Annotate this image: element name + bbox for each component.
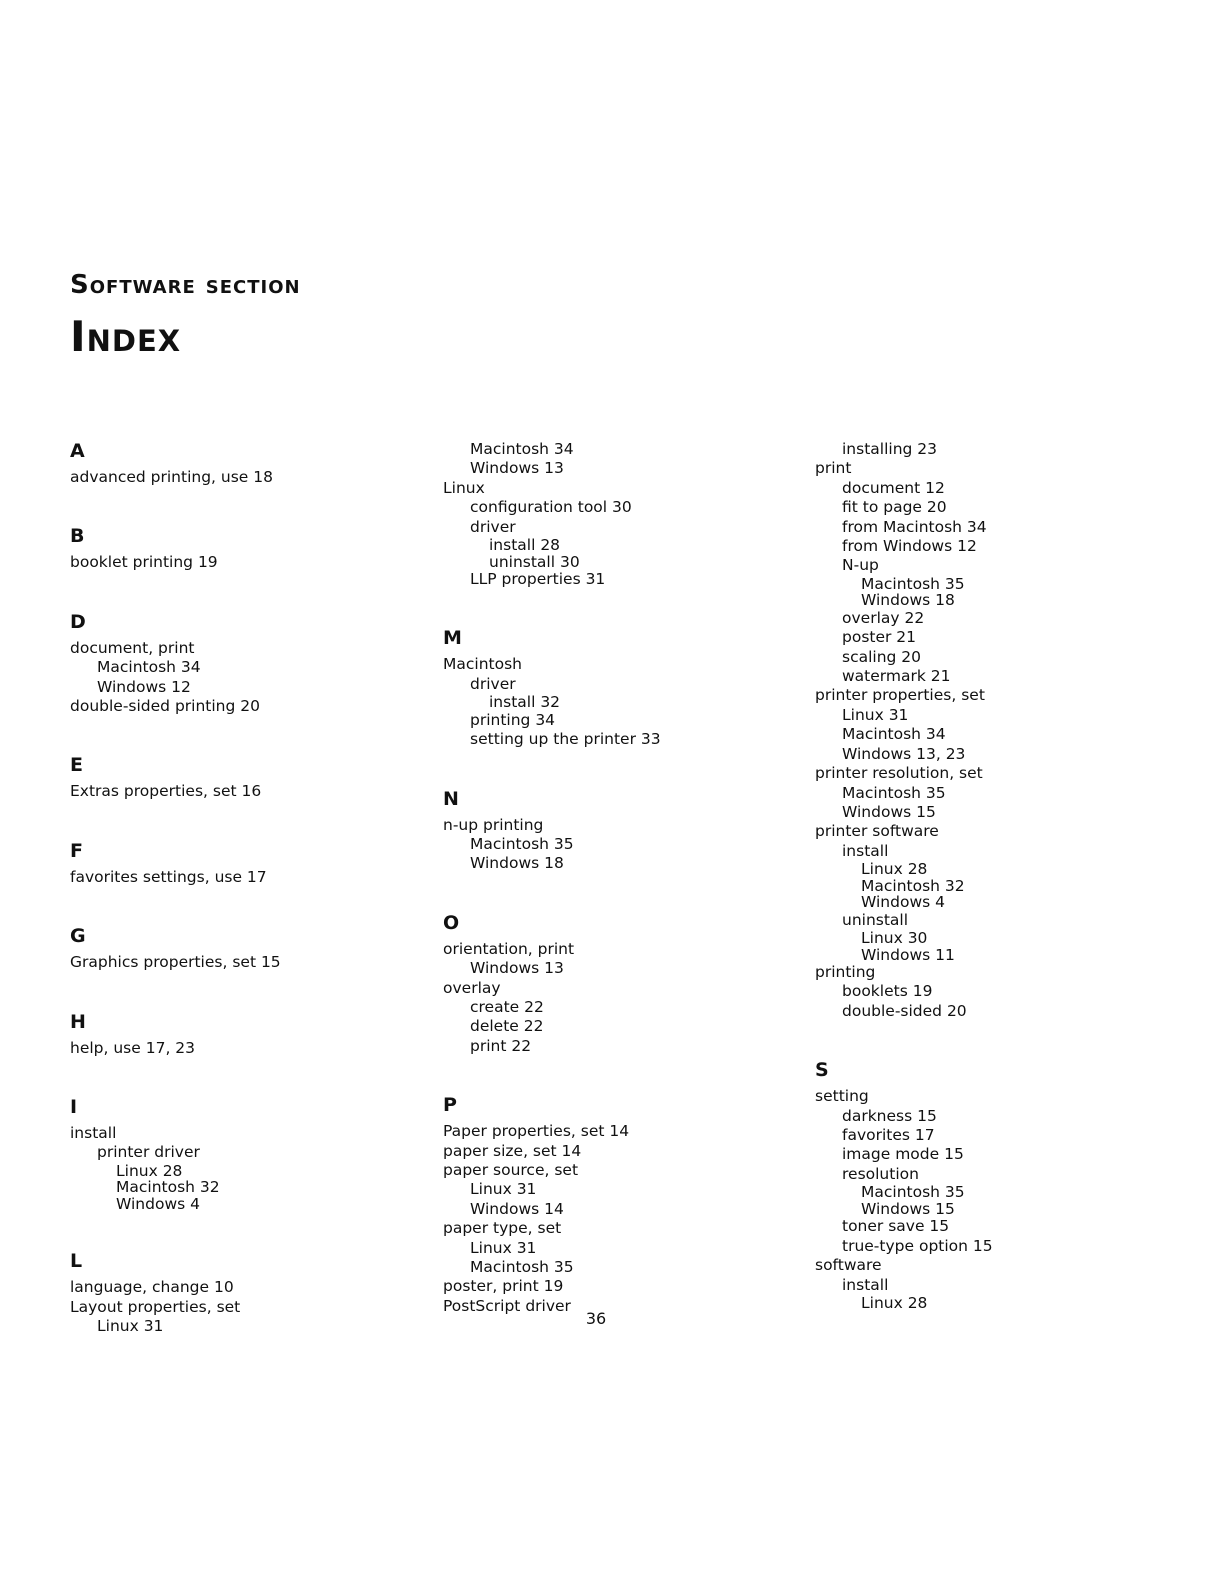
index-subentry: toner save 15 <box>842 1217 950 1236</box>
index-subentry: Windows 15 <box>861 1199 955 1218</box>
index-subentry: Windows 18 <box>470 854 564 873</box>
index-subentry: Linux 30 <box>861 929 928 948</box>
index-entry: PostScript driver <box>443 1296 571 1315</box>
index-entry: overlay <box>443 978 501 997</box>
index-gap <box>70 1058 410 1096</box>
index-gap <box>443 750 783 788</box>
index-letter-heading: P <box>443 1094 457 1117</box>
index-subentry: fit to page 20 <box>842 498 947 517</box>
index-subentry: overlay 22 <box>842 608 925 627</box>
index-column-2 <box>443 440 783 1316</box>
index-gap <box>70 887 410 925</box>
index-entry: language, change 10 <box>70 1278 234 1297</box>
index-subentry: resolution <box>842 1164 919 1183</box>
index-entry: favorites settings, use 17 <box>70 867 267 886</box>
index-subentry: driver <box>470 674 516 693</box>
index-letter-heading: I <box>70 1096 78 1119</box>
index-letter-heading: A <box>70 440 85 462</box>
index-letter-heading: S <box>815 1059 829 1082</box>
index-subentry: Macintosh 35 <box>842 783 946 802</box>
index-subentry: Windows 4 <box>116 1194 200 1213</box>
index-letter-heading: M <box>443 627 462 650</box>
index-letter-heading: G <box>70 925 86 948</box>
index-subentry: Macintosh 35 <box>470 834 574 853</box>
index-subentry: Windows 15 <box>842 802 936 821</box>
index-subentry: Macintosh 35 <box>470 1258 574 1277</box>
index-subentry: printer driver <box>97 1143 200 1162</box>
index-entry: printer software <box>815 822 939 841</box>
index-subentry: driver <box>470 517 516 536</box>
index-subentry: print 22 <box>470 1036 532 1055</box>
index-entry: Graphics properties, set 15 <box>70 953 281 972</box>
index-subentry: Linux 31 <box>470 1238 537 1257</box>
index-subentry: delete 22 <box>470 1017 544 1036</box>
index-subentry: uninstall 30 <box>489 552 580 571</box>
index-subentry: Windows 13, 23 <box>842 744 966 763</box>
index-entry: printer resolution, set <box>815 764 983 783</box>
index-subentry: booklets 19 <box>842 982 933 1001</box>
index-subentry: Windows 13 <box>470 959 564 978</box>
index-subentry: favorites 17 <box>842 1126 935 1145</box>
index-title: Index <box>70 312 182 361</box>
section-title: Software section <box>70 270 301 300</box>
index-subentry: setting up the printer 33 <box>470 730 661 749</box>
index-entry: paper type, set <box>443 1219 562 1238</box>
index-subentry: Linux 31 <box>470 1180 537 1199</box>
index-entry: booklet printing 19 <box>70 553 218 572</box>
index-gap <box>70 802 410 840</box>
index-letter-heading: O <box>443 911 460 934</box>
index-subentry: printing 34 <box>470 710 556 729</box>
index-entry: help, use 17, 23 <box>70 1038 196 1057</box>
index-gap <box>70 573 410 611</box>
index-gap <box>70 487 410 525</box>
index-entry: double-sided printing 20 <box>70 697 260 716</box>
index-entry: Paper properties, set 14 <box>443 1122 630 1141</box>
index-entry: Macintosh <box>443 655 522 674</box>
index-column-3 <box>815 440 1155 1311</box>
index-subentry: watermark 21 <box>842 667 951 686</box>
index-entry: setting <box>815 1087 869 1106</box>
index-subentry: Windows 14 <box>470 1199 564 1218</box>
index-subentry: Linux 28 <box>861 860 928 879</box>
index-subentry: Linux 31 <box>842 705 909 724</box>
index-gap <box>70 716 410 754</box>
index-letter-heading: L <box>70 1250 83 1273</box>
index-gap <box>70 973 410 1011</box>
index-subentry: install 28 <box>489 536 561 555</box>
index-subentry: poster 21 <box>842 628 917 647</box>
index-subentry: Macintosh 32 <box>116 1178 220 1197</box>
index-letter-heading: H <box>70 1010 86 1033</box>
index-entry: Linux <box>443 478 485 497</box>
index-subentry: image mode 15 <box>842 1145 964 1164</box>
index-entry: printing <box>815 963 876 982</box>
index-entry: n-up printing <box>443 815 544 834</box>
index-subentry: installing 23 <box>842 440 938 458</box>
index-subentry: Macintosh 34 <box>97 658 201 677</box>
index-subentry: install <box>842 841 889 860</box>
index-subentry: install 32 <box>489 693 561 712</box>
index-entry: Layout properties, set <box>70 1297 241 1316</box>
index-entry: paper source, set <box>443 1161 579 1180</box>
index-subentry: from Macintosh 34 <box>842 517 987 536</box>
index-subentry: LLP properties 31 <box>470 570 606 589</box>
index-gap <box>70 1212 410 1250</box>
page-number: 36 <box>585 1309 607 1328</box>
index-subentry: darkness 15 <box>842 1106 937 1125</box>
index-letter-heading: N <box>443 787 459 810</box>
index-subentry: document 12 <box>842 478 945 497</box>
index-column-1 <box>70 440 410 1337</box>
index-subentry: double-sided 20 <box>842 1001 967 1020</box>
index-subentry: Linux 28 <box>116 1161 183 1180</box>
index-entry: advanced printing, use 18 <box>70 468 273 486</box>
index-subentry: configuration tool 30 <box>470 498 632 517</box>
index-entry: Extras properties, set 16 <box>70 782 262 801</box>
index-letter-heading: B <box>70 525 85 548</box>
index-gap <box>815 1021 1155 1059</box>
index-letter-heading: E <box>70 754 83 777</box>
index-subentry: Linux 28 <box>861 1293 928 1312</box>
index-entry: poster, print 19 <box>443 1277 564 1296</box>
index-letter-heading: F <box>70 839 83 862</box>
index-subentry: Windows 4 <box>861 893 945 912</box>
index-subentry: from Windows 12 <box>842 537 977 556</box>
index-entry: paper size, set 14 <box>443 1141 582 1160</box>
index-subentry: Macintosh 34 <box>842 725 946 744</box>
index-subentry: Macintosh 34 <box>470 440 574 458</box>
index-subentry: Macintosh 32 <box>861 876 965 895</box>
index-subentry: Windows 18 <box>861 591 955 610</box>
index-entry: install <box>70 1124 117 1143</box>
index-subentry: Macintosh 35 <box>861 1183 965 1202</box>
index-subentry: N-up <box>842 556 879 575</box>
index-entry: software <box>815 1256 882 1275</box>
index-subentry: Windows 12 <box>97 677 191 696</box>
index-subentry: create 22 <box>470 998 544 1016</box>
index-gap <box>443 589 783 627</box>
index-subentry: Linux 31 <box>97 1317 164 1336</box>
index-entry: printer properties, set <box>815 686 985 705</box>
index-subentry: uninstall <box>842 910 909 929</box>
index-gap <box>443 874 783 912</box>
index-subentry: Windows 13 <box>470 459 564 478</box>
index-entry: print <box>815 459 852 478</box>
index-subentry: true-type option 15 <box>842 1236 993 1255</box>
index-entry: orientation, print <box>443 939 575 958</box>
index-letter-heading: D <box>70 610 86 633</box>
index-subentry: Windows 11 <box>861 945 955 964</box>
index-subentry: scaling 20 <box>842 647 922 666</box>
index-entry: document, print <box>70 638 195 657</box>
index-gap <box>443 1056 783 1094</box>
index-subentry: Macintosh 35 <box>861 574 965 593</box>
index-subentry: install <box>842 1275 889 1294</box>
